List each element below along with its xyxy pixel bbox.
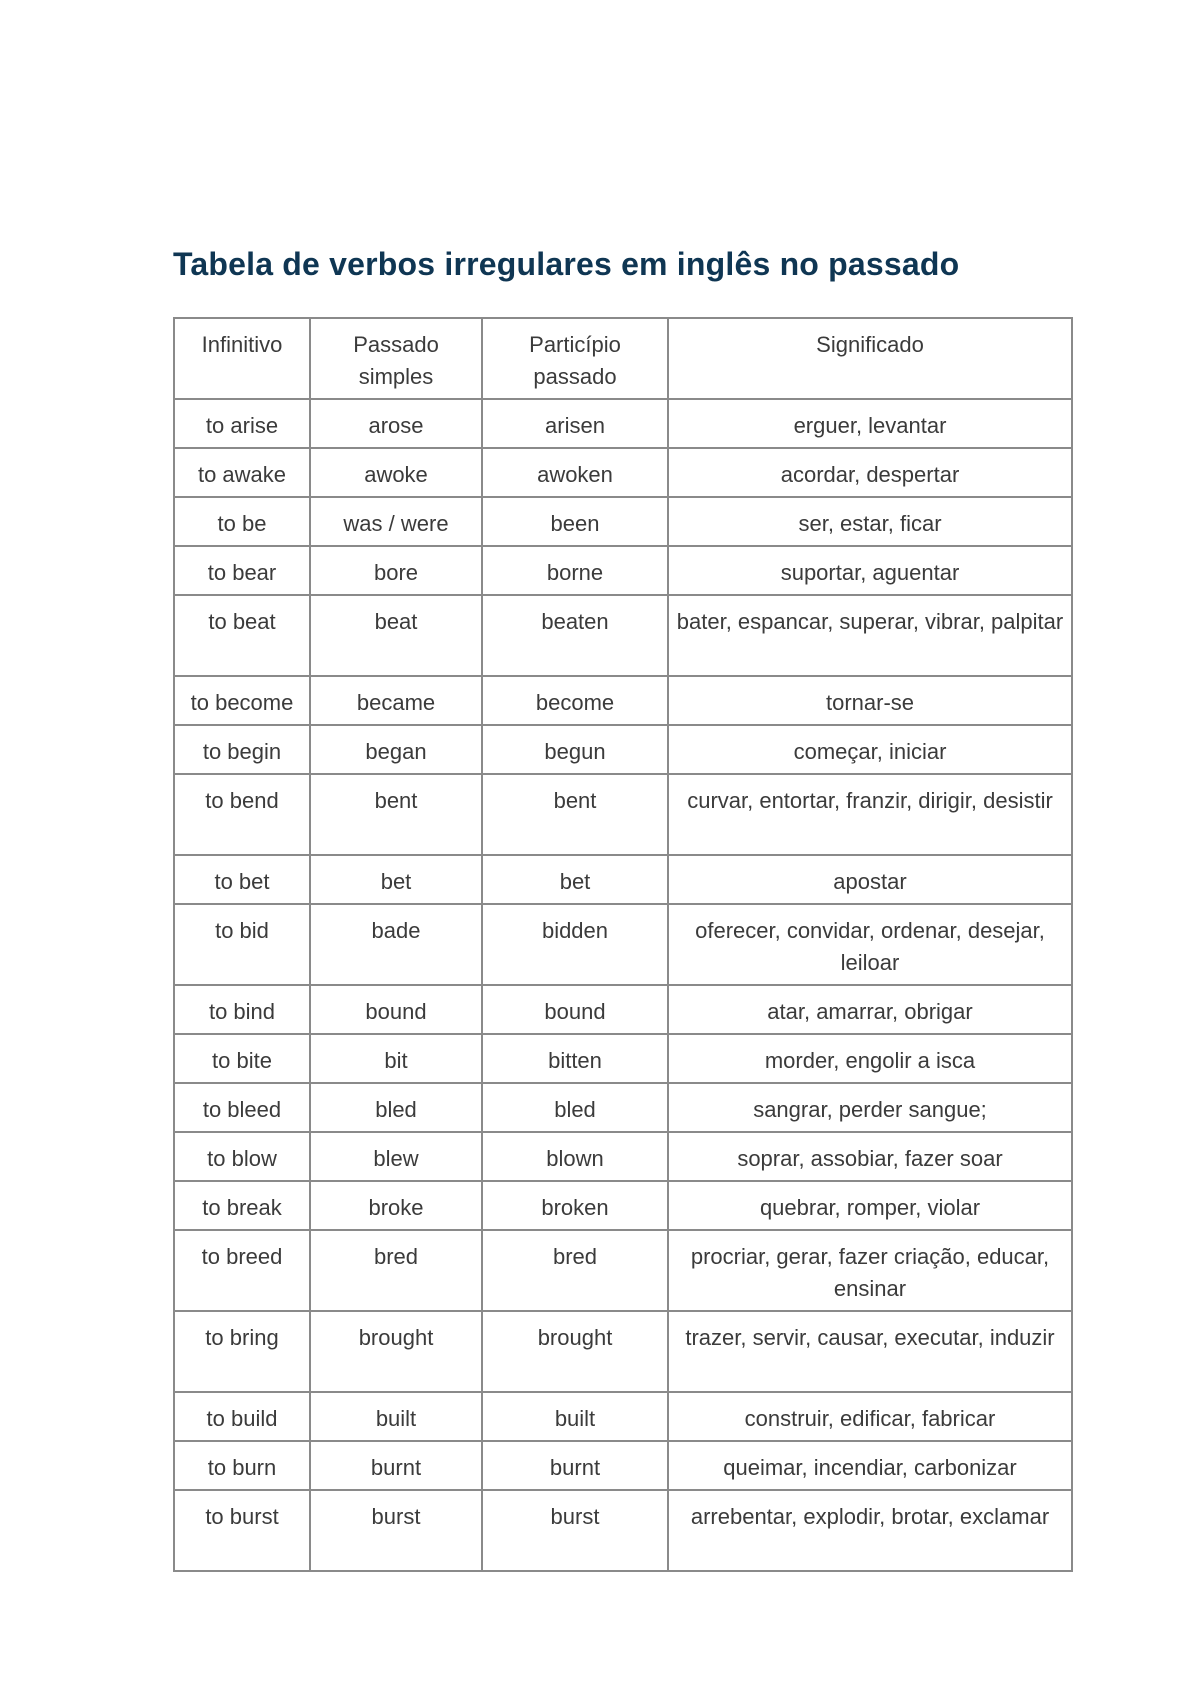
cell-passado-simples: bled: [310, 1083, 482, 1132]
cell-significado: oferecer, convidar, ordenar, desejar, leiloar: [668, 904, 1072, 985]
cell-participio-passado: become: [482, 676, 668, 725]
cell-infinitivo: to bleed: [174, 1083, 310, 1132]
cell-passado-simples: bound: [310, 985, 482, 1034]
cell-infinitivo: to bite: [174, 1034, 310, 1083]
cell-participio-passado: awoken: [482, 448, 668, 497]
cell-passado-simples: built: [310, 1392, 482, 1441]
cell-significado: começar, iniciar: [668, 725, 1072, 774]
cell-participio-passado: burst: [482, 1490, 668, 1571]
header-significado: Significado: [668, 318, 1072, 399]
cell-significado: curvar, entortar, franzir, dirigir, desistir: [668, 774, 1072, 855]
cell-passado-simples: broke: [310, 1181, 482, 1230]
table-row: [174, 448, 1072, 497]
header-infinitivo: Infinitivo: [174, 318, 310, 399]
cell-significado: arrebentar, explodir, brotar, exclamar: [668, 1490, 1072, 1571]
cell-significado: construir, edificar, fabricar: [668, 1392, 1072, 1441]
table-row: [174, 1441, 1072, 1490]
cell-infinitivo: to become: [174, 676, 310, 725]
table-row: [174, 985, 1072, 1034]
cell-participio-passado: bet: [482, 855, 668, 904]
cell-participio-passado: built: [482, 1392, 668, 1441]
cell-significado: trazer, servir, causar, executar, induzir: [668, 1311, 1072, 1392]
cell-passado-simples: arose: [310, 399, 482, 448]
cell-participio-passado: arisen: [482, 399, 668, 448]
cell-passado-simples: began: [310, 725, 482, 774]
cell-significado: queimar, incendiar, carbonizar: [668, 1441, 1072, 1490]
cell-passado-simples: bred: [310, 1230, 482, 1311]
table-header-row: [174, 318, 1072, 399]
cell-significado: acordar, despertar: [668, 448, 1072, 497]
cell-significado: soprar, assobiar, fazer soar: [668, 1132, 1072, 1181]
cell-significado: quebrar, romper, violar: [668, 1181, 1072, 1230]
table-body: [174, 399, 1072, 1571]
table-row: [174, 595, 1072, 676]
page-title: Tabela de verbos irregulares em inglês no passado: [173, 246, 960, 282]
cell-passado-simples: burnt: [310, 1441, 482, 1490]
table-row: [174, 1392, 1072, 1441]
cell-infinitivo: to beat: [174, 595, 310, 676]
cell-participio-passado: bound: [482, 985, 668, 1034]
cell-participio-passado: borne: [482, 546, 668, 595]
cell-infinitivo: to bring: [174, 1311, 310, 1392]
cell-infinitivo: to blow: [174, 1132, 310, 1181]
table-row: [174, 1490, 1072, 1571]
cell-participio-passado: bent: [482, 774, 668, 855]
cell-infinitivo: to burn: [174, 1441, 310, 1490]
cell-participio-passado: broken: [482, 1181, 668, 1230]
cell-infinitivo: to bear: [174, 546, 310, 595]
cell-passado-simples: blew: [310, 1132, 482, 1181]
cell-passado-simples: burst: [310, 1490, 482, 1571]
cell-significado: atar, amarrar, obrigar: [668, 985, 1072, 1034]
table-row: [174, 497, 1072, 546]
header-participio-passado: Particípio passado: [482, 318, 668, 399]
cell-passado-simples: bet: [310, 855, 482, 904]
table-row: [174, 1181, 1072, 1230]
cell-passado-simples: brought: [310, 1311, 482, 1392]
cell-passado-simples: bit: [310, 1034, 482, 1083]
cell-infinitivo: to bet: [174, 855, 310, 904]
table-row: [174, 725, 1072, 774]
cell-infinitivo: to awake: [174, 448, 310, 497]
cell-significado: tornar-se: [668, 676, 1072, 725]
cell-infinitivo: to begin: [174, 725, 310, 774]
cell-significado: ser, estar, ficar: [668, 497, 1072, 546]
cell-infinitivo: to bid: [174, 904, 310, 985]
table-row: [174, 1034, 1072, 1083]
cell-participio-passado: been: [482, 497, 668, 546]
table-row: [174, 546, 1072, 595]
cell-passado-simples: bade: [310, 904, 482, 985]
cell-significado: morder, engolir a isca: [668, 1034, 1072, 1083]
cell-participio-passado: burnt: [482, 1441, 668, 1490]
table-row: [174, 904, 1072, 985]
cell-participio-passado: bitten: [482, 1034, 668, 1083]
cell-significado: sangrar, perder sangue;: [668, 1083, 1072, 1132]
cell-participio-passado: begun: [482, 725, 668, 774]
cell-infinitivo: to breed: [174, 1230, 310, 1311]
cell-participio-passado: beaten: [482, 595, 668, 676]
cell-infinitivo: to bind: [174, 985, 310, 1034]
cell-infinitivo: to be: [174, 497, 310, 546]
table-row: [174, 1311, 1072, 1392]
table-row: [174, 855, 1072, 904]
cell-passado-simples: bent: [310, 774, 482, 855]
cell-passado-simples: beat: [310, 595, 482, 676]
cell-significado: apostar: [668, 855, 1072, 904]
cell-infinitivo: to break: [174, 1181, 310, 1230]
cell-participio-passado: bled: [482, 1083, 668, 1132]
cell-significado: suportar, aguentar: [668, 546, 1072, 595]
cell-significado: procriar, gerar, fazer criação, educar, ensinar: [668, 1230, 1072, 1311]
irregular-verbs-table: [173, 317, 1073, 1572]
cell-significado: erguer, levantar: [668, 399, 1072, 448]
cell-infinitivo: to build: [174, 1392, 310, 1441]
cell-passado-simples: bore: [310, 546, 482, 595]
cell-participio-passado: bidden: [482, 904, 668, 985]
cell-passado-simples: was / were: [310, 497, 482, 546]
cell-participio-passado: brought: [482, 1311, 668, 1392]
table-row: [174, 676, 1072, 725]
cell-participio-passado: bred: [482, 1230, 668, 1311]
cell-infinitivo: to arise: [174, 399, 310, 448]
table-row: [174, 774, 1072, 855]
cell-participio-passado: blown: [482, 1132, 668, 1181]
cell-passado-simples: awoke: [310, 448, 482, 497]
cell-significado: bater, espancar, superar, vibrar, palpitar: [668, 595, 1072, 676]
cell-infinitivo: to burst: [174, 1490, 310, 1571]
table-row: [174, 399, 1072, 448]
cell-infinitivo: to bend: [174, 774, 310, 855]
header-passado-simples: Passado simples: [310, 318, 482, 399]
table-row: [174, 1132, 1072, 1181]
cell-passado-simples: became: [310, 676, 482, 725]
table-row: [174, 1230, 1072, 1311]
table-row: [174, 1083, 1072, 1132]
